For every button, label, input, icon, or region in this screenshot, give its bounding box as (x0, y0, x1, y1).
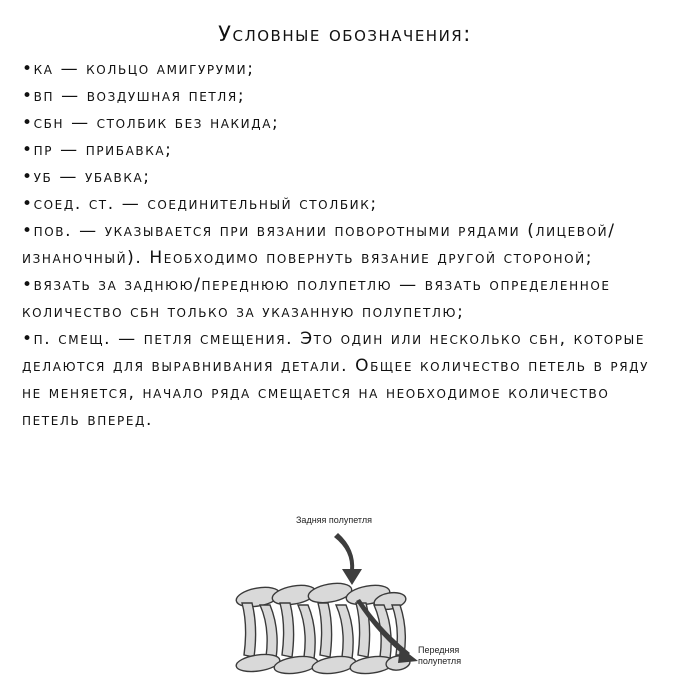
bullet-icon: • (22, 275, 34, 295)
entry-text: вязать за заднюю/переднюю полупетлю — вязать определенное количество сбн только за указанную полупетлю; (22, 275, 611, 322)
bullet-icon: • (22, 167, 34, 187)
entry-half-loop (22, 272, 652, 326)
entry-soed-st (22, 191, 652, 218)
entry-text: уб — убавка; (33, 167, 151, 187)
entry-pov (22, 218, 652, 272)
bullet-icon: • (22, 113, 34, 133)
back-loop-label: Задняя полупетля (296, 515, 372, 525)
bullet-icon: • (22, 221, 34, 241)
entry-vp (22, 83, 652, 110)
entry-text: пр — прибавка; (33, 140, 173, 160)
front-loop-label-line1: Передняя (418, 645, 460, 655)
entry-p-smesch (22, 326, 652, 434)
bullet-icon: • (22, 329, 34, 349)
loop-diagram (0, 505, 690, 690)
entry-text: вп — воздушная петля; (33, 86, 246, 106)
back-loop-arrow-icon (334, 533, 362, 585)
crochet-stitch-illustration (0, 505, 690, 690)
entry-text: соед. ст. — соединительный столбик; (33, 194, 378, 214)
entry-text: пов. — указывается при вязании поворотными рядами (лицевой/изнаночный). Необходимо повернуть вязание другой стороной; (22, 221, 616, 268)
entry-sbn (22, 110, 652, 137)
entry-pr (22, 137, 652, 164)
bullet-icon: • (22, 140, 34, 160)
bullet-icon: • (22, 194, 34, 214)
entry-ka (22, 56, 652, 83)
front-loop-label-line2: полупетля (418, 656, 462, 666)
bullet-icon: • (22, 86, 34, 106)
legend-title: Условные обозначения: (218, 22, 472, 46)
bullet-icon: • (22, 59, 34, 79)
entry-ub (22, 164, 652, 191)
front-loop-label (418, 645, 498, 667)
entry-text: сбн — столбик без накида; (33, 113, 280, 133)
entry-text: ка — кольцо амигуруми; (33, 59, 255, 79)
entry-text: п. смещ. — петля смещения. Это один или несколько сбн, которые делаются для выравнивания детали. Общее количество петель в ряду не меняется, начало ряда смещается на необходимое количество петель вперед. (22, 329, 650, 430)
abbreviation-list (22, 56, 652, 434)
